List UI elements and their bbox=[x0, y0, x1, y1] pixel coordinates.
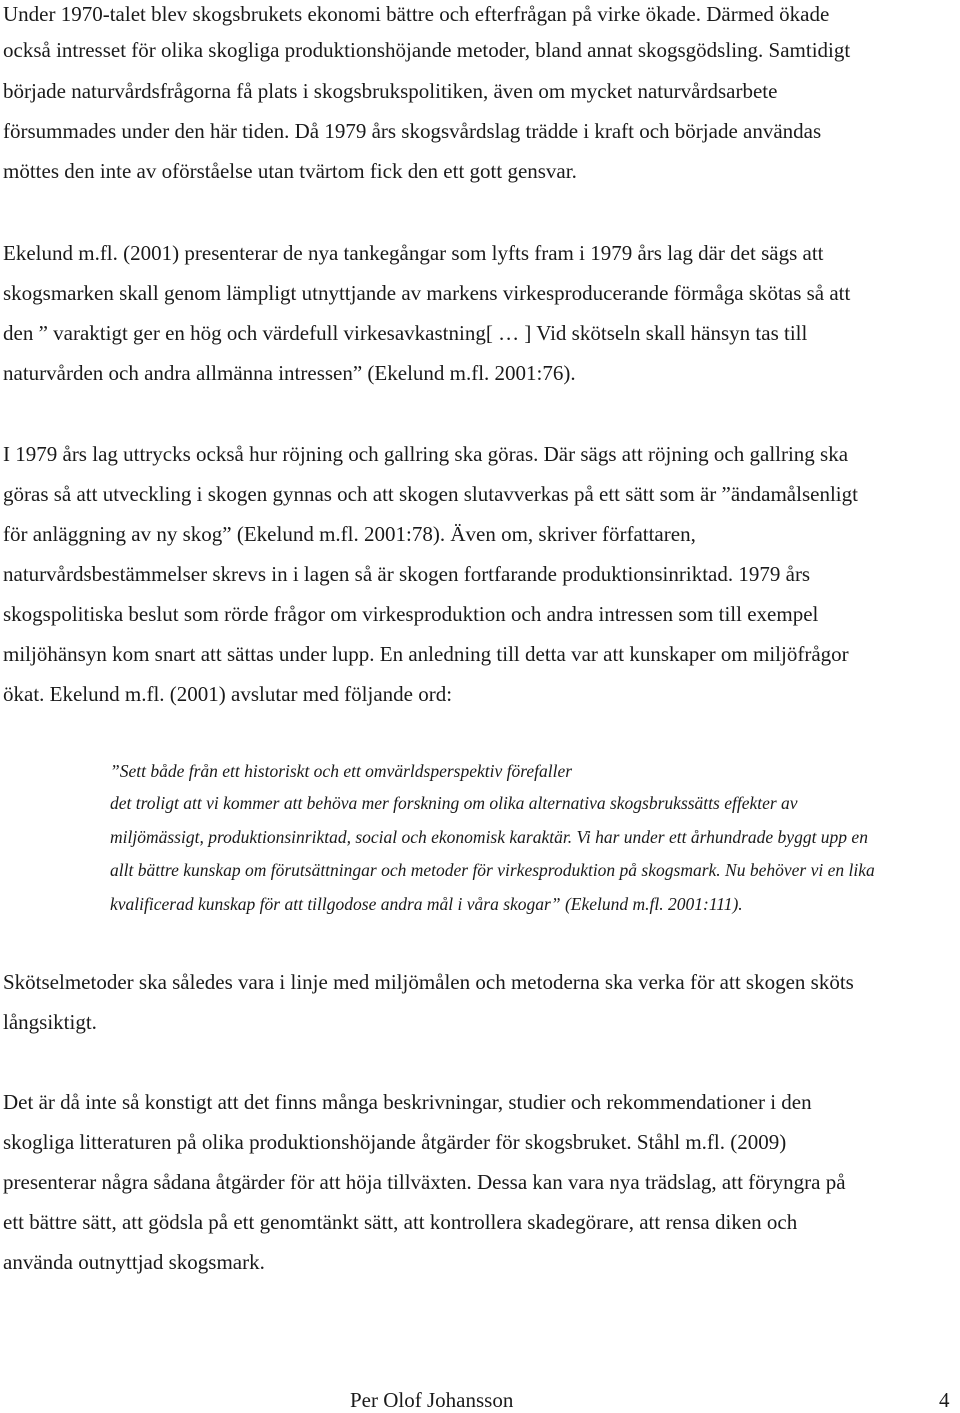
page-number: 4 bbox=[939, 1388, 950, 1412]
footer-author: Per Olof Johansson bbox=[350, 1388, 514, 1412]
text-line: skogspolitiska beslut som rörde frågor om virkesproduktion och andra intressen som till exempel bbox=[3, 602, 819, 626]
text-line: Det är då inte så konstigt att det finns många beskrivningar, studier och rekommendationer i den bbox=[3, 1090, 812, 1114]
text-line: för anläggning av ny skog” (Ekelund m.fl. 2001:78). Även om, skriver författaren, bbox=[3, 522, 696, 546]
text-line: också intresset för olika skogliga produktionshöjande metoder, bland annat skogsgödsling. Samtidigt bbox=[3, 38, 851, 62]
text-line: skogsmarken skall genom lämpligt utnyttjande av markens virkesproducerande förmåga skötas så att bbox=[3, 281, 851, 305]
text-line: naturvården och andra allmänna intressen” (Ekelund m.fl. 2001:76). bbox=[3, 361, 576, 385]
text-line: använda outnyttjad skogsmark. bbox=[3, 1250, 265, 1274]
text-line: Skötselmetoder ska således vara i linje med miljömålen och metoderna ska verka för att skogen sköts bbox=[3, 970, 854, 994]
text-line: naturvårdsbestämmelser skrevs in i lagen så är skogen fortfarande produktionsinriktad. 1979 års bbox=[3, 562, 811, 586]
text-line: presenterar några sådana åtgärder för att höja tillväxten. Dessa kan vara nya trädslag, att föryngra på bbox=[3, 1170, 846, 1194]
text-line: försummades under den här tiden. Då 1979 års skogsvårdslag trädde i kraft och började användas bbox=[3, 119, 822, 143]
text-line: miljöhänsyn kom snart att sättas under lupp. En anledning till detta var att kunskaper om miljöfrågor bbox=[3, 642, 849, 666]
text-line: Under 1970-talet blev skogsbrukets ekonomi bättre och efterfrågan på virke ökade. Därmed ökade bbox=[3, 2, 830, 26]
text-line: skogliga litteraturen på olika produktionshöjande åtgärder för skogsbruket. Ståhl m.fl. (2009) bbox=[3, 1130, 787, 1154]
quote-line: miljömässigt, produktionsinriktad, social och ekonomisk karaktär. Vi har under ett århundrade byggt upp en bbox=[110, 827, 868, 847]
text-line: Ekelund m.fl. (2001) presenterar de nya tankegångar som lyfts fram i 1979 års lag där det sägs att bbox=[3, 241, 824, 265]
text-line: göras så att utveckling i skogen gynnas och att skogen slutavverkas på ett sätt som är ”ändamålsenligt bbox=[3, 482, 858, 506]
text-line: möttes den inte av oförståelse utan tvärtom fick den ett gott gensvar. bbox=[3, 159, 577, 183]
quote-line: allt bättre kunskap om förutsättningar och metoder för virkesproduktion på skogsmark. Nu behöver vi en lika bbox=[110, 860, 875, 880]
quote-line: det troligt att vi kommer att behöva mer forskning om olika alternativa skogsbrukssätts effekter av bbox=[110, 793, 798, 813]
text-line: ett bättre sätt, att gödsla på ett genomtänkt sätt, att kontrollera skadegörare, att rensa diken och bbox=[3, 1210, 798, 1234]
text-line: började naturvårdsfrågorna få plats i skogsbrukspolitiken, även om mycket naturvårdsarbete bbox=[3, 79, 778, 103]
text-line: den ” varaktigt ger en hög och värdefull virkesavkastning[ … ] Vid skötseln skall hänsyn tas till bbox=[3, 321, 808, 345]
text-line: långsiktigt. bbox=[3, 1010, 97, 1034]
text-line: ökat. Ekelund m.fl. (2001) avslutar med följande ord: bbox=[3, 682, 453, 706]
quote-line: kvalificerad kunskap för att tillgodose andra mål i våra skogar” (Ekelund m.fl. 2001:111). bbox=[110, 894, 743, 914]
text-line: I 1979 års lag uttrycks också hur röjning och gallring ska göras. Där sägs att röjning och gallring ska bbox=[3, 442, 849, 466]
quote-line: ”Sett både från ett historiskt och ett omvärldsperspektiv förefaller bbox=[110, 761, 573, 781]
